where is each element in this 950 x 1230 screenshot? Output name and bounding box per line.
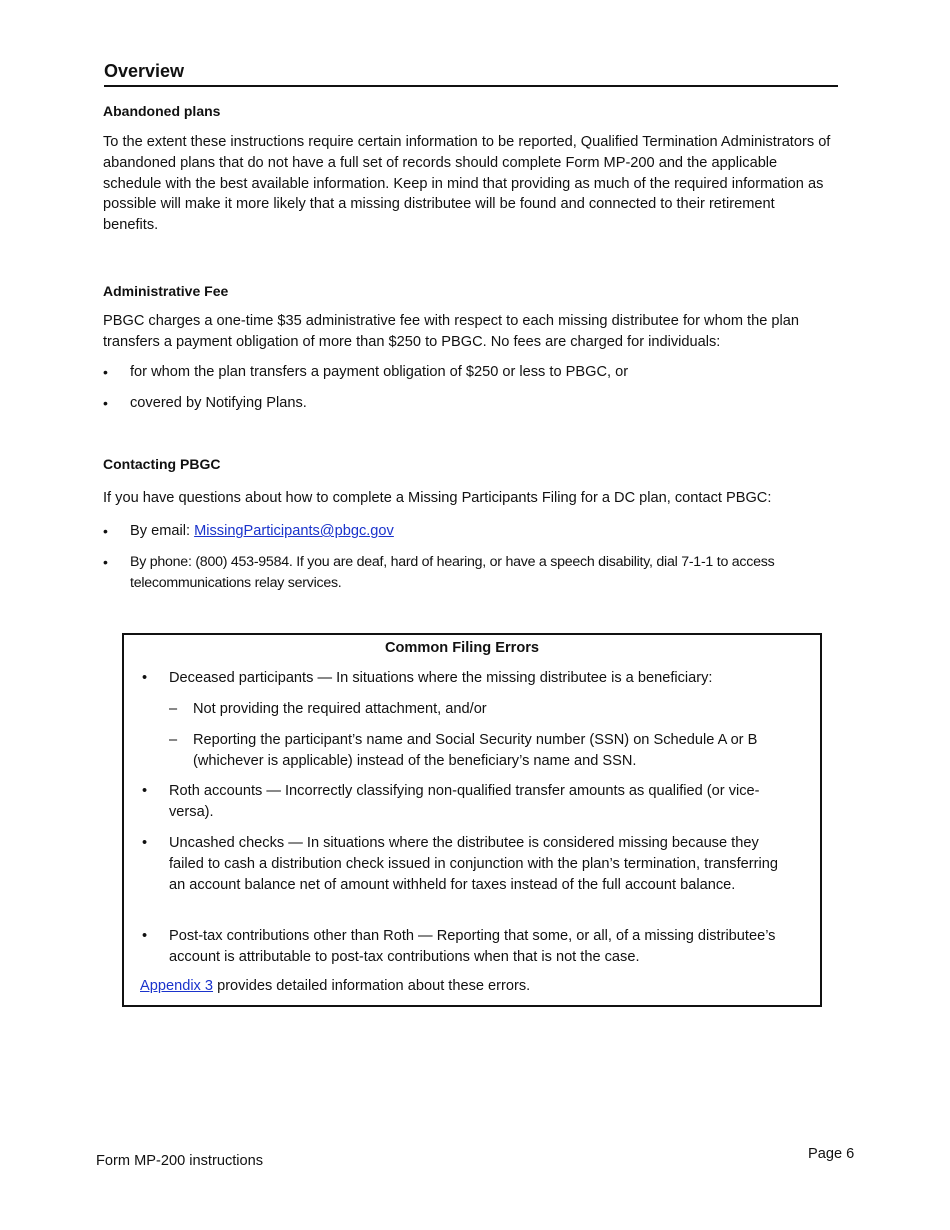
error-item-deceased: • Deceased participants — In situations where the missing distributee is a beneficiary:: [142, 668, 782, 689]
overview-heading: Overview: [104, 60, 838, 87]
deceased-sub-item: – Reporting the participant’s name and Social Security number (SSN) on Schedule A or B (whichever is applicable) instead of the beneficiary’s name and SSN.: [169, 730, 789, 772]
error-item-deceased-list: [142, 668, 782, 689]
footer-form-name: Form MP-200 instructions: [96, 1153, 264, 1169]
error-item-roth-list: [142, 781, 782, 823]
appendix-note-text: provides detailed information about these errors.: [213, 978, 531, 994]
contact-methods-list: [103, 521, 843, 593]
fee-exemption-item: • for whom the plan transfers a payment obligation of $250 or less to PBGC, or: [103, 362, 843, 383]
contact-phone-item: • By phone: (800) 453-9584. If you are deaf, hard of hearing, or have a speech disability, dial 7-1-1 to access telecommunications relay services.: [103, 552, 843, 594]
error-item-posttax: • Post-tax contributions other than Roth — Reporting that some, or all, of a missing distributee’s account is attributable to post-tax contributions when that is not the case.: [142, 926, 782, 968]
appendix-3-link[interactable]: Appendix 3: [140, 978, 214, 994]
common-filing-errors-box: [122, 633, 822, 1007]
contact-email-link[interactable]: MissingParticipants@pbgc.gov: [194, 523, 394, 539]
footer-page-number: Page 6: [808, 1146, 855, 1162]
abandoned-plans-body: To the extent these instructions require certain information to be reported, Qualified Termination Administrators of abandoned plans that do not have a full set of records should complete Form MP-200 and the applicable schedule with the best available information. Keep in mind that providing as much of the required information as possible will make it more likely that a missing distributee will be found and connected to their retirement benefits.: [103, 134, 831, 234]
fee-exemption-item: • covered by Notifying Plans.: [103, 393, 843, 414]
contact-email-label: By email:: [130, 523, 195, 539]
error-item-uncashed-list: [142, 833, 782, 895]
common-filing-errors-title: Common Filing Errors: [384, 640, 540, 656]
fee-exemption-list: [103, 362, 843, 414]
abandoned-plans-title: Abandoned plans: [103, 103, 221, 119]
contact-email-item: [103, 521, 843, 542]
deceased-sub-list: [169, 699, 789, 771]
administrative-fee-body: PBGC charges a one-time $35 administrative fee with respect to each missing distributee for whom the plan transfers a payment obligation of more than $250 to PBGC. No fees are charged for individuals:: [103, 313, 799, 350]
error-item-roth: • Roth accounts — Incorrectly classifying non-qualified transfer amounts as qualified (or vice-versa).: [142, 781, 782, 823]
appendix-note: [140, 976, 530, 996]
error-item-posttax-list: [142, 926, 782, 968]
error-item-uncashed: • Uncashed checks — In situations where the distributee is considered missing because they failed to cash a distribution check issued in conjunction with the plan’s termination, transferring an account balance net of amount withheld for taxes instead of the full account balance.: [142, 833, 782, 895]
deceased-sub-item: – Not providing the required attachment, and/or: [169, 699, 789, 720]
contacting-pbgc-intro: If you have questions about how to complete a Missing Participants Filing for a DC plan, contact PBGC:: [103, 490, 772, 506]
administrative-fee-title: Administrative Fee: [103, 283, 229, 299]
contacting-pbgc-title: Contacting PBGC: [103, 456, 221, 472]
